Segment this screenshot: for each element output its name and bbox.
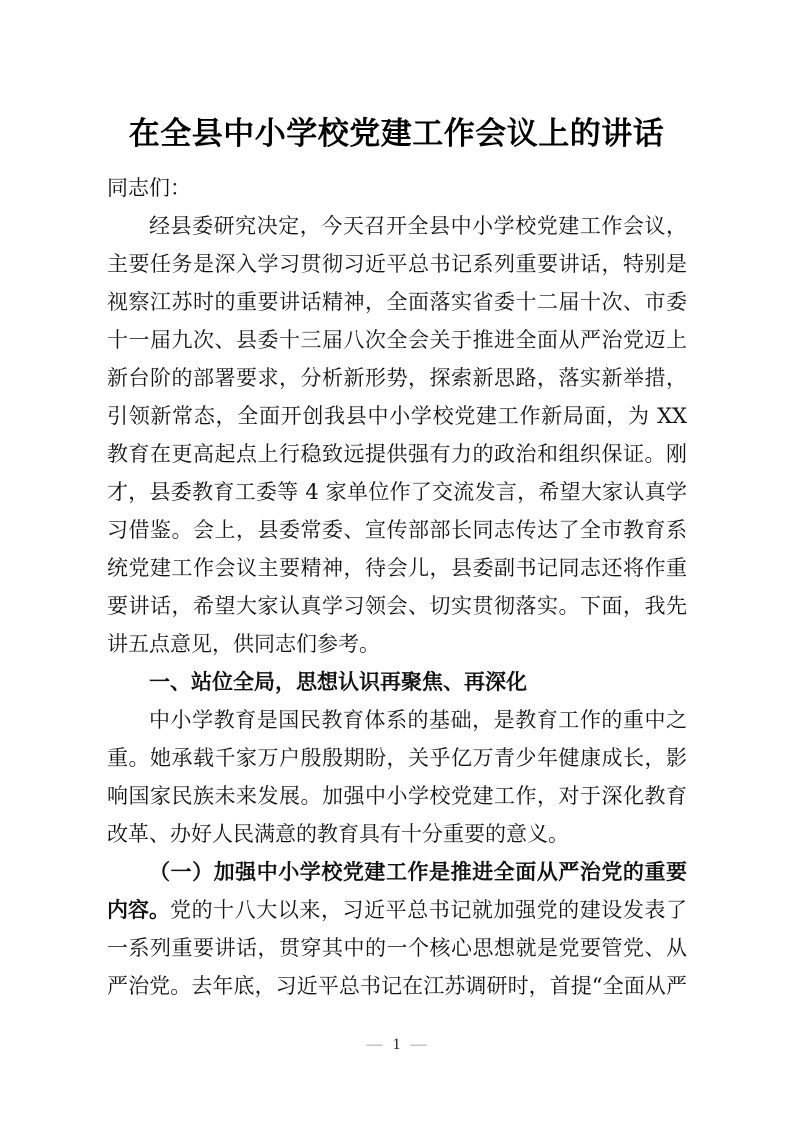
section-heading: 一、站位全局，思想认识再聚焦、再深化: [149, 670, 527, 694]
paragraph-line: 主要任务是深入学习贯彻习近平总书记系列重要讲话，特别是: [107, 252, 687, 276]
paragraph-line: 中小学教育是国民教育体系的基础，是教育工作的重中之: [149, 708, 687, 732]
paragraph-line: 十一届九次、县委十三届八次全会关于推进全面从严治党迈上: [107, 328, 687, 352]
paragraph-text: 党的十八大以来，习近平总书记就加强党的建设发表了: [170, 898, 687, 922]
subsection-heading: （一）加强中小学校党建工作是推进全面从严治党的重要: [149, 860, 687, 884]
paragraph-line: 要讲话，希望大家认真学习领会、切实贯彻落实。下面，我先: [107, 594, 687, 618]
paragraph-line: 讲五点意见，供同志们参考。: [107, 632, 380, 656]
paragraph-line: 统党建工作会议主要精神，待会儿，县委副书记同志还将作重: [107, 556, 687, 580]
page-dash-right: —: [410, 1036, 427, 1053]
paragraph-line: 才，县委教育工委等 4 家单位作了交流发言，希望大家认真学: [107, 480, 687, 504]
paragraph-line: 视察江苏时的重要讲话精神，全面落实省委十二届十次、市委: [107, 290, 687, 314]
paragraph-line: [107, 891, 687, 929]
paragraph-line: 经县委研究决定，今天召开全县中小学校党建工作会议，: [149, 214, 687, 238]
paragraph-line: 习借鉴。会上，县委常委、宣传部部长同志传达了全市教育系: [107, 518, 687, 542]
page-number-value: 1: [392, 1036, 401, 1053]
paragraph-line: 响国家民族未来发展。加强中小学校党建工作，对于深化教育: [107, 784, 687, 808]
paragraph-line: 教育在更高起点上行稳致远提供强有力的政治和组织保证。刚: [107, 442, 687, 466]
paragraph-line: 新台阶的部署要求，分析新形势，探索新思路，落实新举措，: [107, 366, 687, 390]
paragraph-line: 引领新常态，全面开创我县中小学校党建工作新局面，为 XX: [107, 404, 687, 428]
page-dash-left: —: [366, 1036, 383, 1053]
paragraph-line: 重。她承载千家万户殷殷期盼，关乎亿万青少年健康成长，影: [107, 746, 687, 770]
document-title: 在全县中小学校党建工作会议上的讲话: [128, 116, 665, 152]
page-number: [0, 1036, 793, 1054]
paragraph-line: 一系列重要讲话，贯穿其中的一个核心思想就是党要管党、从: [107, 936, 687, 960]
paragraph-line: 改革、办好人民满意的教育具有十分重要的意义。: [107, 822, 569, 846]
subsection-heading-tail: 内容。: [107, 898, 170, 922]
salutation: 同志们：: [107, 176, 191, 200]
paragraph-line: 严治党。去年底，习近平总书记在江苏调研时，首提“全面从严: [107, 974, 687, 998]
